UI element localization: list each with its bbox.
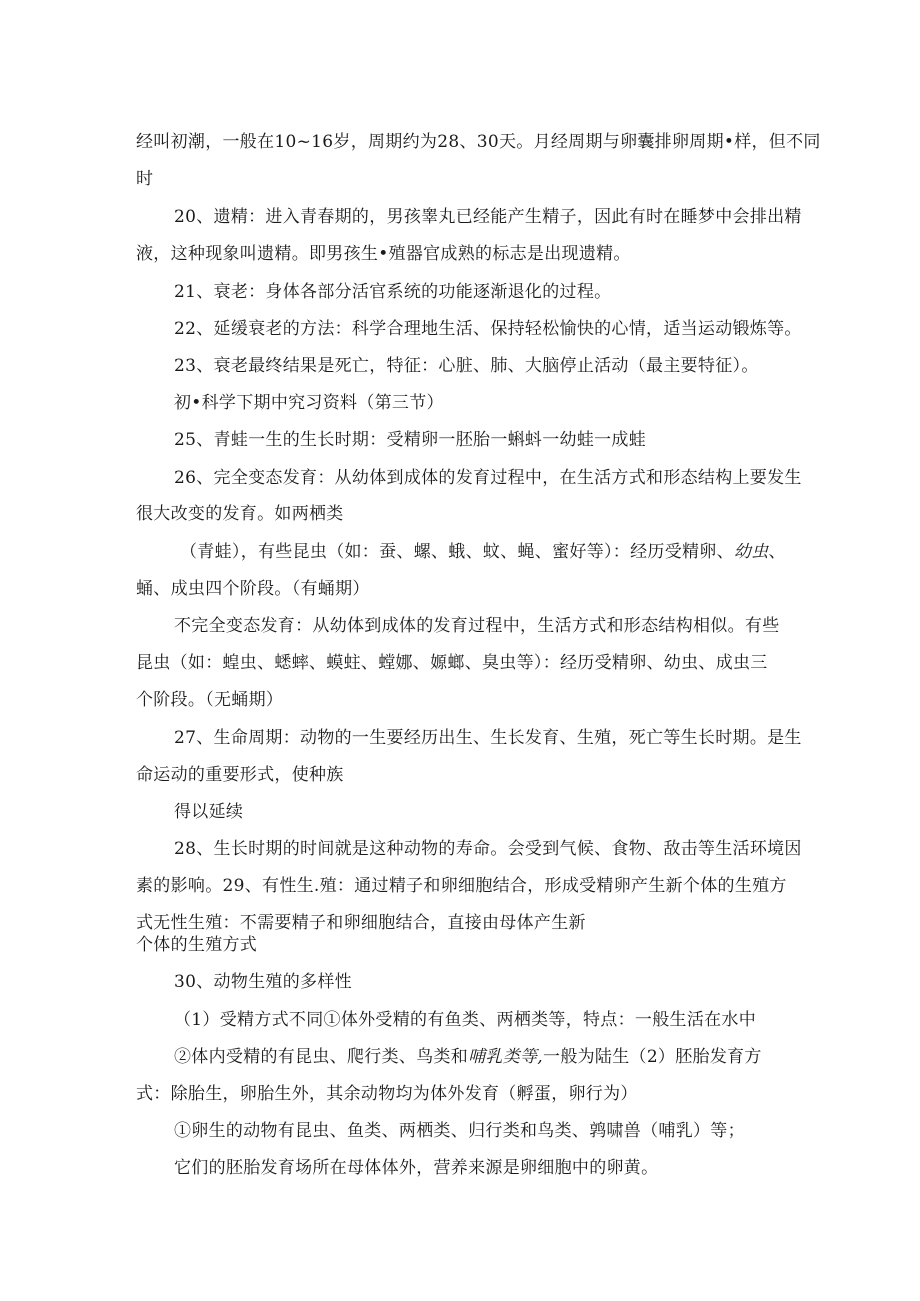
text-line: 经叫初潮，一般在10~16岁，周期约为28、30天。月经周期与卵囊排卵周期•样，但不同 — [136, 132, 821, 152]
text-line: 命运动的重要形式，使种族 — [136, 765, 344, 785]
text-segment: 一般为陆生（2）胚胎发育方 — [543, 1047, 762, 1067]
paragraph-20-line: 20、遗精：进入青春期的，男孩睾丸已经能产生精子，因此有时在睡梦中会排出精 — [174, 207, 802, 227]
text-line: （1）受精方式不同①体外受精的有鱼类、两栖类等，特点：一般生活在水中 — [174, 1010, 757, 1030]
text-line: 个体的生殖方式 — [136, 935, 258, 955]
paragraph-incomplete-metamorphosis: 不完全变态发育：从幼体到成体的发育过程中，生活方式和形态结构相似。有些 — [174, 616, 780, 636]
text-line: 液，这种现象叫遗精。即男孩生•殖器官成熟的标志是出现遗精。 — [136, 244, 631, 264]
text-segment: ②体内受精的有昆虫、爬行类、鸟类和 — [174, 1047, 469, 1067]
text-line: 得以延续 — [174, 802, 244, 822]
text-line — [0, 541, 920, 563]
text-line: 蛹、成虫四个阶段。（有蛹期） — [136, 579, 370, 599]
italic-text-segment: 哺乳类等, — [468, 1047, 544, 1067]
text-line: 素的影响。29、有性生.殖：通过精子和卵细胞结合，形成受精卵产生新个体的生殖方 — [136, 876, 787, 896]
paragraph-21: 21、衰老：身体各部分活官系统的功能逐渐退化的过程。 — [174, 282, 612, 302]
text-line — [0, 1046, 920, 1068]
paragraph-25: 25、青蛙一生的生长时期：受精卵一胚胎一蝌蚪一幼蛙一成蛙 — [174, 430, 647, 450]
paragraph-26-line: 26、完全变态发育：从幼体到成体的发育过程中，在生活方式和形态结构上要发生 — [174, 468, 802, 488]
paragraph-23: 23、衰老最终结果是死亡，特征：心脏、肺、大脑停止活动（最主要特征）。 — [174, 356, 759, 376]
text-line: ①卵生的动物有昆虫、鱼类、两栖类、归行类和鸟类、鹑啸兽（哺乳）等； — [174, 1121, 745, 1141]
text-line: 它们的胚胎发育场所在母体体外，营养来源是卵细胞中的卵黄。 — [174, 1158, 659, 1178]
paragraph-22: 22、延缓衰老的方法：科学合理地生活、保持轻松愉快的心情，适当运动锻炼等。 — [174, 319, 802, 339]
paragraph-30: 30、动物生殖的多样性 — [174, 972, 352, 992]
paragraph-28-line: 28、生长时期的时间就是这种动物的寿命。会受到气候、食物、敌击等生活环境因 — [174, 839, 802, 859]
section-heading: 初•科学下期中究习资料（第三节） — [174, 393, 444, 413]
text-segment: 、 — [768, 542, 786, 562]
text-segment: （青蛙），有些昆虫（如：蚕、螺、蛾、蚊、蝇、蜜好等）：经历受精卵、 — [180, 542, 734, 562]
italic-text-segment: 幼虫 — [733, 542, 769, 562]
paragraph-27-line: 27、生命周期：动物的一生要经历出生、生长发育、生殖，死亡等生长时期。是生 — [174, 728, 802, 748]
text-line: 式无性生殖：不需要精子和卵细胞结合，直接由母体产生新 — [136, 913, 586, 933]
text-line: 时 — [136, 169, 154, 189]
text-line: 很大改变的发育。如两栖类 — [136, 504, 344, 524]
text-line: 昆虫（如：蝗虫、蟋蟀、蟆蛀、螳娜、嫄螂、臭虫等）：经历受精卵、幼虫、成虫三 — [136, 653, 768, 673]
text-line: 式：除胎生，卵胎生外，其余动物均为体外发育（孵蛋，卵行为） — [136, 1084, 638, 1104]
text-line: 个阶段。（无蛹期） — [136, 690, 284, 710]
